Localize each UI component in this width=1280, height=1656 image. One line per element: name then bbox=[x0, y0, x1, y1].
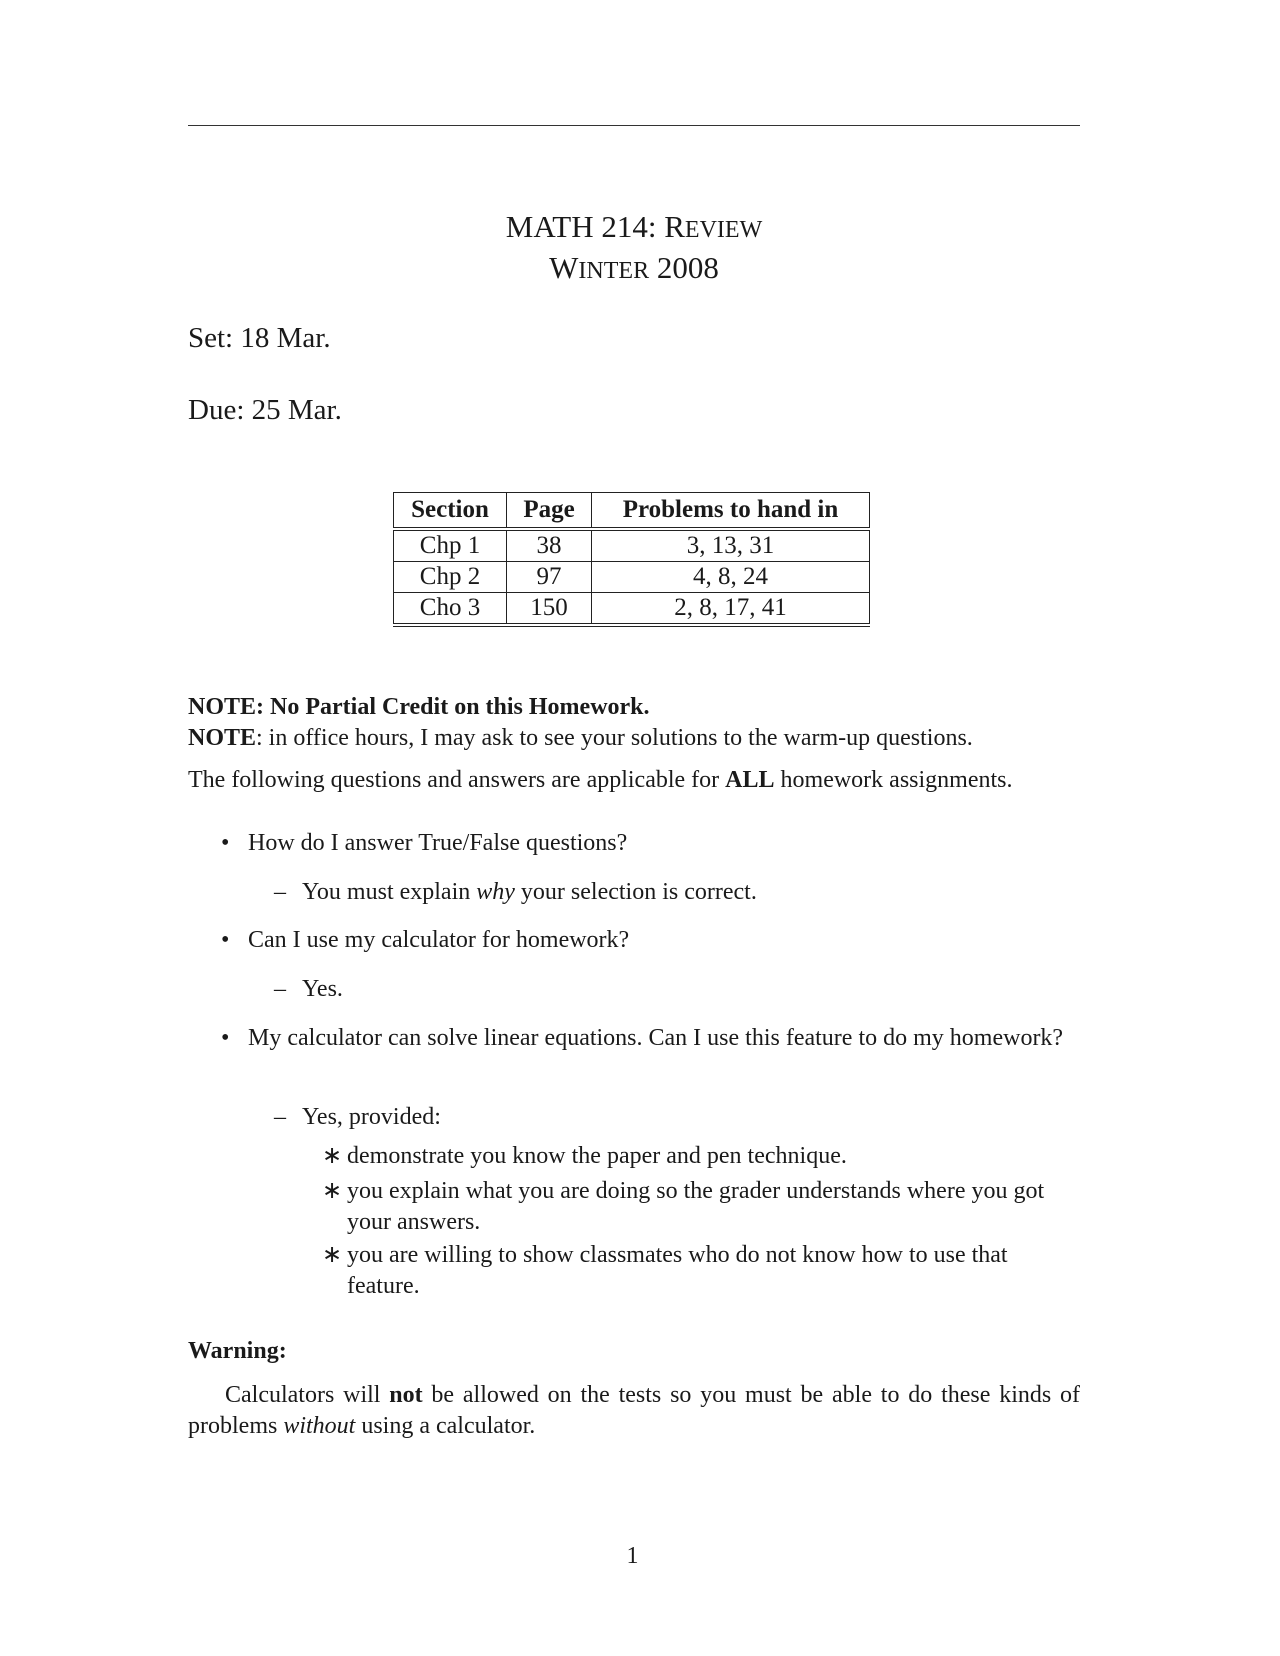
set-date: Set: 18 Mar. bbox=[188, 322, 331, 354]
faq-answer-3 bbox=[274, 1102, 1078, 1133]
faq-question-3 bbox=[221, 1023, 1078, 1054]
due-date: Due: 25 Mar. bbox=[188, 394, 342, 426]
faq-answer-emphasis: why bbox=[476, 879, 515, 905]
warning-text-pre: Calculators will bbox=[225, 1382, 390, 1408]
list-item-text: you are willing to show classmates who do not know how to use that feature. bbox=[347, 1242, 1008, 1299]
list-item-text: demonstrate you know the paper and pen technique. bbox=[347, 1143, 847, 1169]
warning-paragraph bbox=[188, 1380, 1080, 1442]
title-course: MATH 214: bbox=[505, 209, 665, 244]
cell-problems: 4, 8, 24 bbox=[592, 562, 870, 593]
cell-page: 38 bbox=[507, 529, 592, 562]
faq-answer-3-item bbox=[322, 1240, 1077, 1302]
note-no-partial-credit: NOTE: No Partial Credit on this Homework. bbox=[188, 694, 650, 720]
faq-answer-text: Yes, provided: bbox=[302, 1104, 441, 1130]
title-term-rest: INTER bbox=[578, 258, 650, 284]
bullet-icon: • bbox=[221, 830, 230, 856]
asterisk-icon: ∗ bbox=[322, 1178, 343, 1204]
applicability-text-pre: The following questions and answers are applicable for bbox=[188, 767, 726, 793]
applicability-text-all: ALL bbox=[725, 767, 775, 793]
cell-section: Chp 1 bbox=[394, 529, 507, 562]
table-header-row bbox=[394, 493, 870, 530]
header-section: Section bbox=[394, 493, 507, 530]
faq-answer-3-item bbox=[322, 1141, 1077, 1172]
warning-text-not: not bbox=[389, 1382, 423, 1408]
dash-icon: – bbox=[274, 1104, 286, 1130]
cell-section: Chp 2 bbox=[394, 562, 507, 593]
warning-text-post: using a calculator. bbox=[355, 1413, 536, 1439]
asterisk-icon: ∗ bbox=[322, 1143, 343, 1169]
table-row bbox=[394, 593, 870, 626]
faq-answer-text-post: your selection is correct. bbox=[514, 879, 757, 905]
dash-icon: – bbox=[274, 879, 286, 905]
faq-question-1 bbox=[221, 828, 1078, 859]
cell-problems: 2, 8, 17, 41 bbox=[592, 593, 870, 626]
warning-text-without: without bbox=[283, 1413, 356, 1439]
faq-answer-3-item bbox=[322, 1176, 1077, 1238]
table-row bbox=[394, 529, 870, 562]
applicability-statement bbox=[188, 765, 1088, 796]
note-label: NOTE bbox=[188, 725, 257, 751]
asterisk-icon: ∗ bbox=[322, 1242, 343, 1268]
cell-problems: 3, 13, 31 bbox=[592, 529, 870, 562]
table-row bbox=[394, 562, 870, 593]
cell-page: 150 bbox=[507, 593, 592, 626]
warning-text-mid: be allowed on the tests so you must be able to do these kinds of problems bbox=[188, 1382, 1081, 1439]
bullet-icon: • bbox=[221, 1025, 230, 1051]
note-office-hours bbox=[188, 723, 1088, 754]
dash-icon: – bbox=[274, 976, 286, 1002]
faq-answer-text-pre: You must explain bbox=[302, 879, 477, 905]
title-term-initial: W bbox=[549, 250, 579, 285]
title-review-initial: R bbox=[664, 209, 685, 244]
faq-answer-2 bbox=[274, 974, 1078, 1005]
warning-heading: Warning: bbox=[188, 1338, 287, 1364]
problems-table bbox=[393, 492, 870, 627]
page-number: 1 bbox=[626, 1543, 639, 1569]
title-line-2 bbox=[188, 249, 1080, 290]
title-year: 2008 bbox=[649, 250, 719, 285]
cell-section: Cho 3 bbox=[394, 593, 507, 626]
header-problems: Problems to hand in bbox=[592, 493, 870, 530]
faq-answer-1 bbox=[274, 877, 1078, 908]
faq-question-text: How do I answer True/False questions? bbox=[248, 830, 628, 856]
header-page: Page bbox=[507, 493, 592, 530]
faq-question-2 bbox=[221, 925, 1078, 956]
title-line-1 bbox=[188, 208, 1080, 249]
faq-question-text: Can I use my calculator for homework? bbox=[248, 927, 630, 953]
page-title bbox=[188, 208, 1080, 290]
applicability-text-post: homework assignments. bbox=[774, 767, 1013, 793]
faq-answer-text: Yes. bbox=[302, 976, 343, 1002]
note-office-hours-text: : in office hours, I may ask to see your solutions to the warm-up questions. bbox=[256, 725, 973, 751]
title-review-rest: EVIEW bbox=[684, 217, 763, 243]
top-horizontal-rule bbox=[188, 125, 1080, 126]
faq-question-text: My calculator can solve linear equations. Can I use this feature to do my homework? bbox=[248, 1025, 1064, 1051]
bullet-icon: • bbox=[221, 927, 230, 953]
list-item-text: you explain what you are doing so the grader understands where you got your answers. bbox=[347, 1178, 1045, 1235]
cell-page: 97 bbox=[507, 562, 592, 593]
